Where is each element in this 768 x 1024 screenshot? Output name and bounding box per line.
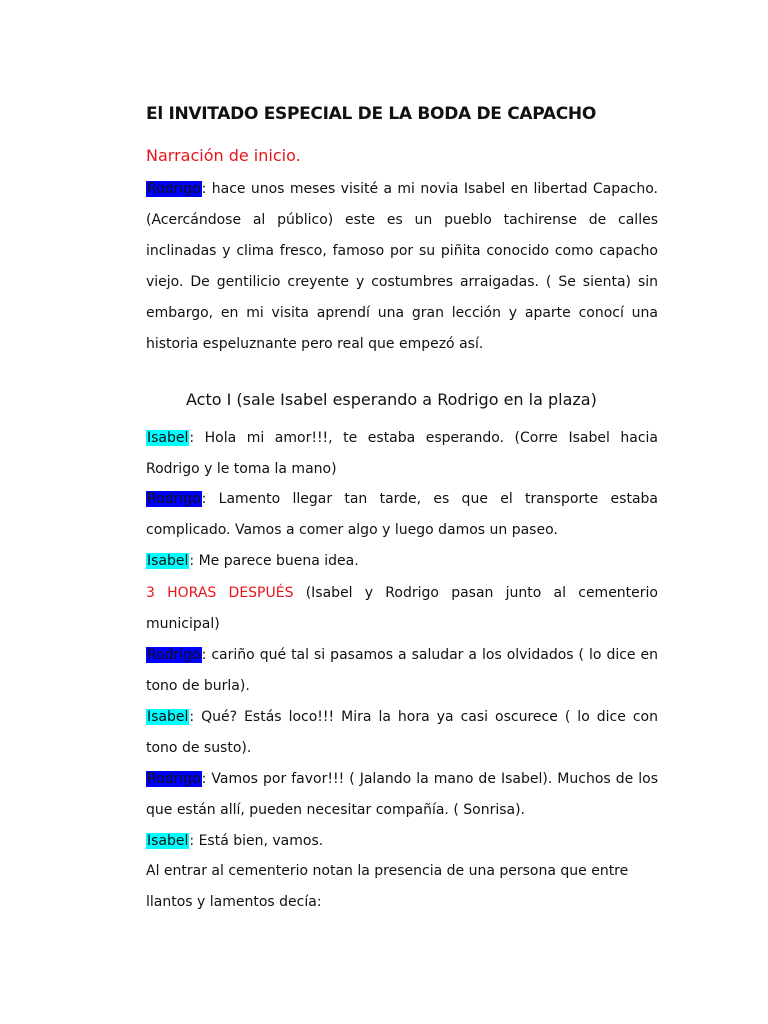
speaker-label-isabel: Isabel <box>147 430 189 446</box>
intro-paragraph <box>146 174 658 360</box>
speaker-label-rodrigo: Rodrigo <box>147 771 201 787</box>
dialogue-text: : Está bien, vamos. <box>189 833 324 849</box>
dialogue-text: : Qué? Estás loco!!! Mira la hora ya casi oscurece ( lo dice con tono de susto). <box>146 709 658 756</box>
dialogue-line <box>146 826 658 857</box>
dialogue-text: : Hola mi amor!!!, te estaba esperando. (Corre Isabel hacia Rodrigo y le toma la mano) <box>146 430 658 477</box>
dialogue-text: : Vamos por favor!!! ( Jalando la mano de Isabel). Muchos de los que están allí, pueden necesitar compañía. ( Sonrisa). <box>146 771 658 818</box>
speaker-label-isabel: Isabel <box>147 553 189 569</box>
speaker-label-isabel: Isabel <box>147 709 189 725</box>
stage-direction <box>146 578 658 640</box>
dialogue-line <box>146 484 658 546</box>
act-heading: Acto I (sale Isabel esperando a Rodrigo en la plaza) <box>186 390 597 409</box>
time-cue: 3 HORAS DESPUÉS <box>146 585 294 601</box>
dialogue-text: : Lamento llegar tan tarde, es que el transporte estaba complicado. Vamos a comer algo y luego damos un paseo. <box>146 491 658 538</box>
section-heading-narration: Narración de inicio. <box>146 146 301 165</box>
speaker-label-rodrigo: Rodrigo <box>147 491 201 507</box>
dialogue-text: : cariño qué tal si pasamos a saludar a los olvidados ( lo dice en tono de burla). <box>146 647 658 694</box>
dialogue-line <box>146 423 658 485</box>
speaker-label-rodrigo: Rodrigo <box>147 181 201 197</box>
dialogue-line <box>146 640 658 702</box>
stage-direction-text: (Isabel y Rodrigo pasan junto al cementerio municipal) <box>146 585 658 632</box>
speaker-label-rodrigo: Rodrigo <box>147 647 201 663</box>
dialogue-line <box>146 546 658 577</box>
dialogue-line <box>146 702 658 764</box>
narration-line: Al entrar al cementerio notan la presencia de una persona que entre llantos y lamentos decía: <box>146 863 629 910</box>
speaker-label-isabel: Isabel <box>147 833 189 849</box>
intro-text: : hace unos meses visité a mi novia Isabel en libertad Capacho. (Acercándose al público) este es un pueblo tachirense de calles inclinadas y clima fresco, famoso por su piñita conocido como capacho viejo. De gentilicio creyente y costumbres arraigadas. ( Se sienta) sin embargo, en mi visita aprendí una gran lección y aparte conocí una historia espeluznante pero real que empezó así. <box>146 181 658 352</box>
document-title: El INVITADO ESPECIAL DE LA BODA DE CAPACHO <box>146 104 596 124</box>
dialogue-line <box>146 764 658 826</box>
dialogue-text: : Me parece buena idea. <box>189 553 359 569</box>
